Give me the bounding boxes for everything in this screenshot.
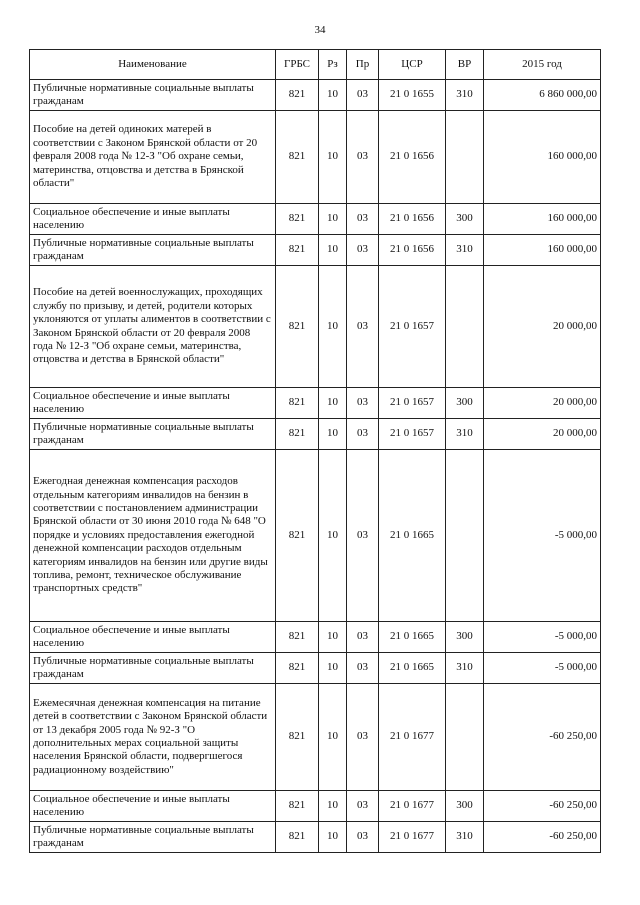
cell-name: Социальное обеспечение и иные выплаты населению bbox=[30, 388, 276, 419]
table-row bbox=[30, 822, 601, 853]
cell-rz: 10 bbox=[319, 791, 347, 822]
cell-grbs: 821 bbox=[276, 822, 319, 853]
header-csr: ЦСР bbox=[379, 50, 446, 80]
cell-vr bbox=[446, 266, 484, 388]
table-row bbox=[30, 266, 601, 388]
header-rz: Рз bbox=[319, 50, 347, 80]
cell-csr: 21 0 1665 bbox=[379, 622, 446, 653]
cell-csr: 21 0 1657 bbox=[379, 266, 446, 388]
cell-csr: 21 0 1677 bbox=[379, 822, 446, 853]
header-year: 2015 год bbox=[484, 50, 601, 80]
cell-amount: -60 250,00 bbox=[484, 791, 601, 822]
cell-vr: 300 bbox=[446, 622, 484, 653]
cell-pr: 03 bbox=[347, 419, 379, 450]
header-vr: ВР bbox=[446, 50, 484, 80]
cell-vr bbox=[446, 450, 484, 622]
cell-grbs: 821 bbox=[276, 80, 319, 111]
cell-name: Публичные нормативные социальные выплаты гражданам bbox=[30, 419, 276, 450]
cell-rz: 10 bbox=[319, 622, 347, 653]
cell-pr: 03 bbox=[347, 684, 379, 791]
cell-amount: 160 000,00 bbox=[484, 235, 601, 266]
cell-pr: 03 bbox=[347, 266, 379, 388]
cell-grbs: 821 bbox=[276, 388, 319, 419]
cell-csr: 21 0 1677 bbox=[379, 791, 446, 822]
cell-pr: 03 bbox=[347, 204, 379, 235]
cell-grbs: 821 bbox=[276, 653, 319, 684]
cell-grbs: 821 bbox=[276, 204, 319, 235]
cell-amount: -5 000,00 bbox=[484, 622, 601, 653]
cell-amount: 20 000,00 bbox=[484, 419, 601, 450]
cell-amount: 160 000,00 bbox=[484, 204, 601, 235]
cell-amount: -60 250,00 bbox=[484, 684, 601, 791]
cell-grbs: 821 bbox=[276, 450, 319, 622]
cell-csr: 21 0 1655 bbox=[379, 80, 446, 111]
cell-rz: 10 bbox=[319, 111, 347, 204]
cell-rz: 10 bbox=[319, 450, 347, 622]
cell-csr: 21 0 1665 bbox=[379, 653, 446, 684]
cell-name: Публичные нормативные социальные выплаты гражданам bbox=[30, 822, 276, 853]
cell-rz: 10 bbox=[319, 684, 347, 791]
cell-csr: 21 0 1665 bbox=[379, 450, 446, 622]
cell-grbs: 821 bbox=[276, 266, 319, 388]
cell-vr: 310 bbox=[446, 419, 484, 450]
cell-pr: 03 bbox=[347, 111, 379, 204]
cell-pr: 03 bbox=[347, 388, 379, 419]
cell-pr: 03 bbox=[347, 235, 379, 266]
table-row bbox=[30, 204, 601, 235]
cell-grbs: 821 bbox=[276, 111, 319, 204]
cell-amount: 160 000,00 bbox=[484, 111, 601, 204]
cell-rz: 10 bbox=[319, 653, 347, 684]
cell-amount: 20 000,00 bbox=[484, 388, 601, 419]
table-row bbox=[30, 111, 601, 204]
table-row bbox=[30, 419, 601, 450]
cell-name: Публичные нормативные социальные выплаты гражданам bbox=[30, 80, 276, 111]
cell-vr: 310 bbox=[446, 822, 484, 853]
cell-name: Публичные нормативные социальные выплаты гражданам bbox=[30, 235, 276, 266]
cell-rz: 10 bbox=[319, 80, 347, 111]
cell-rz: 10 bbox=[319, 204, 347, 235]
header-grbs: ГРБС bbox=[276, 50, 319, 80]
cell-name: Ежемесячная денежная компенсация на питание детей в соответствии с Законом Брянской области от 13 декабря 2005 года № 92-З "О дополнительных мерах социальной защиты населения Брянской области, подвергшегося радиационному воздействию" bbox=[30, 684, 276, 791]
header-pr: Пр bbox=[347, 50, 379, 80]
cell-csr: 21 0 1656 bbox=[379, 111, 446, 204]
cell-rz: 10 bbox=[319, 388, 347, 419]
table-row bbox=[30, 622, 601, 653]
cell-csr: 21 0 1677 bbox=[379, 684, 446, 791]
cell-csr: 21 0 1656 bbox=[379, 204, 446, 235]
cell-vr: 310 bbox=[446, 235, 484, 266]
cell-vr: 300 bbox=[446, 791, 484, 822]
cell-grbs: 821 bbox=[276, 235, 319, 266]
cell-amount: -60 250,00 bbox=[484, 822, 601, 853]
cell-name: Публичные нормативные социальные выплаты гражданам bbox=[30, 653, 276, 684]
cell-rz: 10 bbox=[319, 419, 347, 450]
cell-rz: 10 bbox=[319, 822, 347, 853]
cell-amount: -5 000,00 bbox=[484, 653, 601, 684]
cell-name: Пособие на детей военнослужащих, проходящих службу по призыву, и детей, родители которых уклоняются от уплаты алиментов в соответствии с Законом Брянской области от 20 февраля 2008 года № 12-З "Об охране семьи, материнства, отцовства и детства в Брянской области" bbox=[30, 266, 276, 388]
cell-vr bbox=[446, 111, 484, 204]
cell-pr: 03 bbox=[347, 653, 379, 684]
cell-name: Социальное обеспечение и иные выплаты населению bbox=[30, 622, 276, 653]
cell-rz: 10 bbox=[319, 266, 347, 388]
cell-vr: 310 bbox=[446, 80, 484, 111]
table-row bbox=[30, 235, 601, 266]
cell-csr: 21 0 1657 bbox=[379, 419, 446, 450]
cell-grbs: 821 bbox=[276, 791, 319, 822]
cell-vr: 300 bbox=[446, 204, 484, 235]
table-row bbox=[30, 684, 601, 791]
cell-pr: 03 bbox=[347, 80, 379, 111]
table-row bbox=[30, 791, 601, 822]
cell-name: Социальное обеспечение и иные выплаты населению bbox=[30, 791, 276, 822]
cell-grbs: 821 bbox=[276, 684, 319, 791]
cell-pr: 03 bbox=[347, 450, 379, 622]
table-row bbox=[30, 388, 601, 419]
cell-vr: 310 bbox=[446, 653, 484, 684]
cell-vr bbox=[446, 684, 484, 791]
table-header-row bbox=[30, 50, 601, 80]
cell-pr: 03 bbox=[347, 822, 379, 853]
page-number: 34 bbox=[314, 24, 326, 36]
cell-name: Социальное обеспечение и иные выплаты населению bbox=[30, 204, 276, 235]
cell-grbs: 821 bbox=[276, 419, 319, 450]
table-row bbox=[30, 80, 601, 111]
cell-pr: 03 bbox=[347, 791, 379, 822]
cell-vr: 300 bbox=[446, 388, 484, 419]
cell-name: Пособие на детей одиноких матерей в соответствии с Законом Брянской области от 20 февраля 2008 года № 12-З "Об охране семьи, материнства, отцовства и детства в Брянской области" bbox=[30, 111, 276, 204]
cell-grbs: 821 bbox=[276, 622, 319, 653]
cell-name: Ежегодная денежная компенсация расходов отдельным категориям инвалидов на бензин в соответствии с постановлением администрации Брянской области от 30 июня 2010 года № 648 "О порядке и условиях предоставления ежегодной денежной компенсации расходов отдельным категориям инвалидов на бензин или другие виды топлива, ремонт, техническое обслуживание транспортных средств" bbox=[30, 450, 276, 622]
cell-amount: 20 000,00 bbox=[484, 266, 601, 388]
cell-rz: 10 bbox=[319, 235, 347, 266]
cell-pr: 03 bbox=[347, 622, 379, 653]
budget-table bbox=[29, 49, 601, 853]
cell-csr: 21 0 1657 bbox=[379, 388, 446, 419]
table-row bbox=[30, 653, 601, 684]
table-row bbox=[30, 450, 601, 622]
header-name: Наименование bbox=[30, 50, 276, 80]
cell-csr: 21 0 1656 bbox=[379, 235, 446, 266]
cell-amount: -5 000,00 bbox=[484, 450, 601, 622]
cell-amount: 6 860 000,00 bbox=[484, 80, 601, 111]
